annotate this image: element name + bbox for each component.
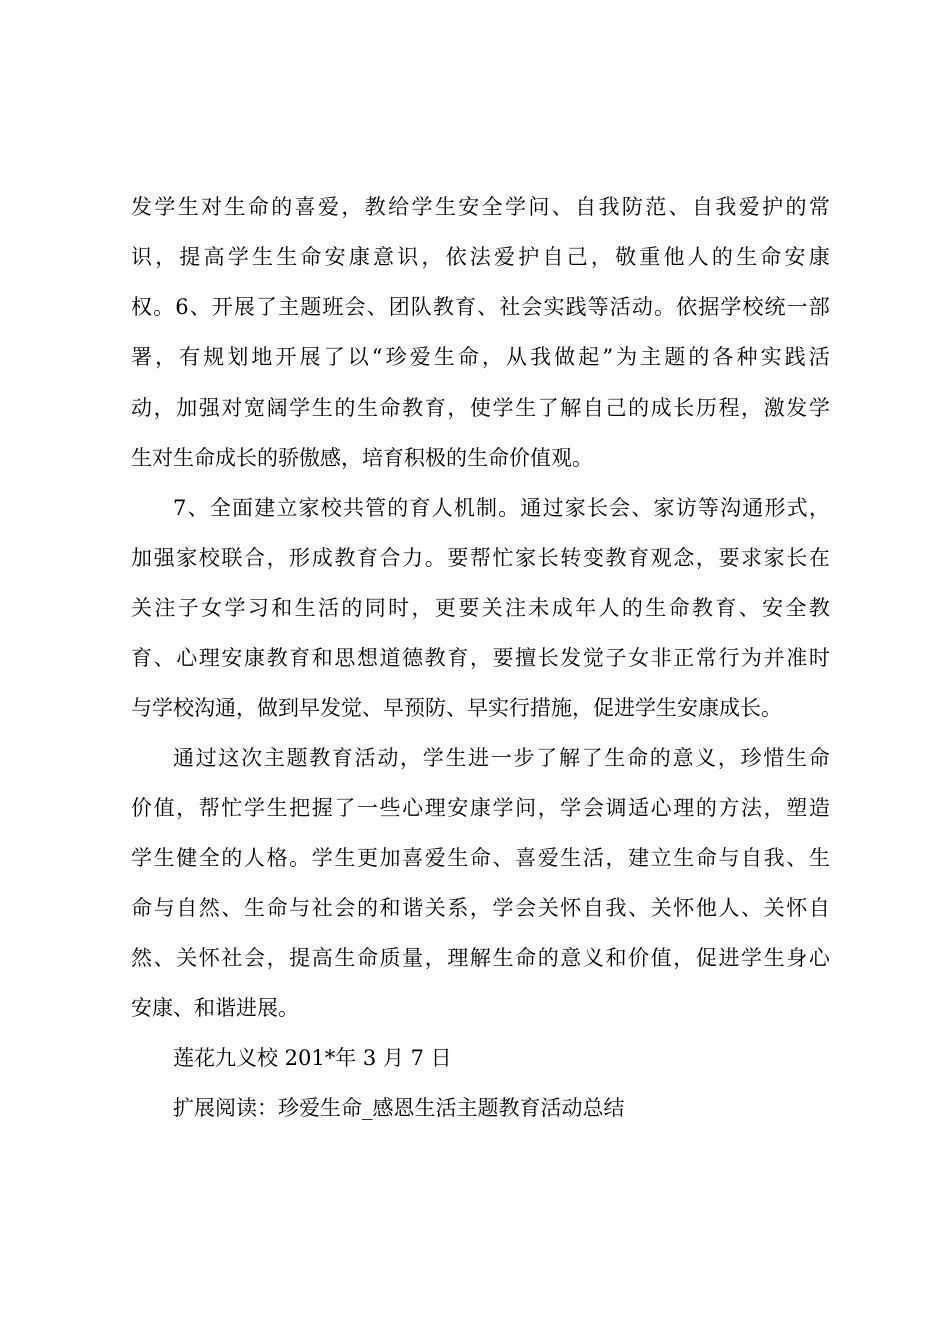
- paragraph-1-line-6: 生对生命成长的骄傲感，培育积极的生命价值观。: [131, 446, 593, 470]
- paragraph-2-line-4: 育 、 心 理 安 康 教 育 和 思 想 道 德 教 育 ， 要 擅 长 发 觉 子 女 非 正 常 行 为 并 准 时: [131, 646, 830, 670]
- paragraph-3-line-1: 通 过 这 次 主 题 教 育 活 动 ， 学 生 进 一 步 了 解 了 生 命 的 意 义 ， 珍 惜 生 命: [173, 746, 830, 770]
- paragraph-2-line-5: 与学校沟通，做到早发觉、早预防、早实行措施，促进学生安康成长。: [131, 696, 782, 720]
- paragraph-1-line-1: 发 学 生 对 生 命 的 喜 爱 ， 教 给 学 生 安 全 学 问 、 自 我 防 范 、 自 我 爱 护 的 常: [131, 195, 830, 219]
- paragraph-3-line-5: 然 、 关 怀 社 会 ， 提 高 生 命 质 量 ， 理 解 生 命 的 意 义 和 价 值 ， 促 进 学 生 身 心: [131, 946, 830, 970]
- paragraph-1-line-2: 识 ， 提 高 学 生 生 命 安 康 意 识 ， 依 法 爱 护 自 己 ， 敬 重 他 人 的 生 命 安 康: [131, 245, 830, 269]
- paragraph-3-line-2: 价 值 ， 帮 忙 学 生 把 握 了 一 些 心 理 安 康 学 问 ， 学 会 调 适 心 理 的 方 法 ， 塑 造: [131, 796, 830, 820]
- signature-date: 莲花九义校 201*年 3 月 7 日: [173, 1046, 452, 1070]
- paragraph-1-line-3: 权 。 6 、 开 展 了 主 题 班 会 、 团 队 教 育 、 社 会 实 践 等 活 动 。 依 据 学 校 统 一 部: [131, 295, 830, 319]
- paragraph-1-line-5: 动 ， 加 强 对 宽 阔 学 生 的 生 命 教 育 ， 使 学 生 了 解 自 己 的 成 长 历 程 ， 激 发 学: [131, 396, 830, 420]
- extended-reading-link[interactable]: 扩展阅读：珍爱生命_感恩生活主题教育活动总结: [173, 1096, 625, 1120]
- paragraph-3-line-6: 安康、和谐进展。: [131, 996, 299, 1020]
- paragraph-3-line-3: 学 生 健 全 的 人 格 。 学 生 更 加 喜 爱 生 命 、 喜 爱 生 活 ， 建 立 生 命 与 自 我 、 生: [131, 846, 830, 870]
- paragraph-2-line-2: 加 强 家 校 联 合 ， 形 成 教 育 合 力 。 要 帮 忙 家 长 转 变 教 育 观 念 ， 要 求 家 长 在: [131, 546, 830, 570]
- paragraph-2-line-1: 7 、 全 面 建 立 家 校 共 管 的 育 人 机 制 。 通 过 家 长 会 、 家 访 等 沟 通 形 式 ，: [173, 496, 830, 520]
- paragraph-3-line-4: 命 与 自 然 、 生 命 与 社 会 的 和 谐 关 系 ， 学 会 关 怀 自 我 、 关 怀 他 人 、 关 怀 自: [131, 896, 830, 920]
- paragraph-1-line-4: 署 ， 有 规 划 地 开 展 了 以 “ 珍 爱 生 命 ， 从 我 做 起 ” 为 主 题 的 各 种 实 践 活: [131, 345, 830, 369]
- paragraph-2-line-3: 关 注 子 女 学 习 和 生 活 的 同 时 ， 更 要 关 注 未 成 年 人 的 生 命 教 育 、 安 全 教: [131, 596, 830, 620]
